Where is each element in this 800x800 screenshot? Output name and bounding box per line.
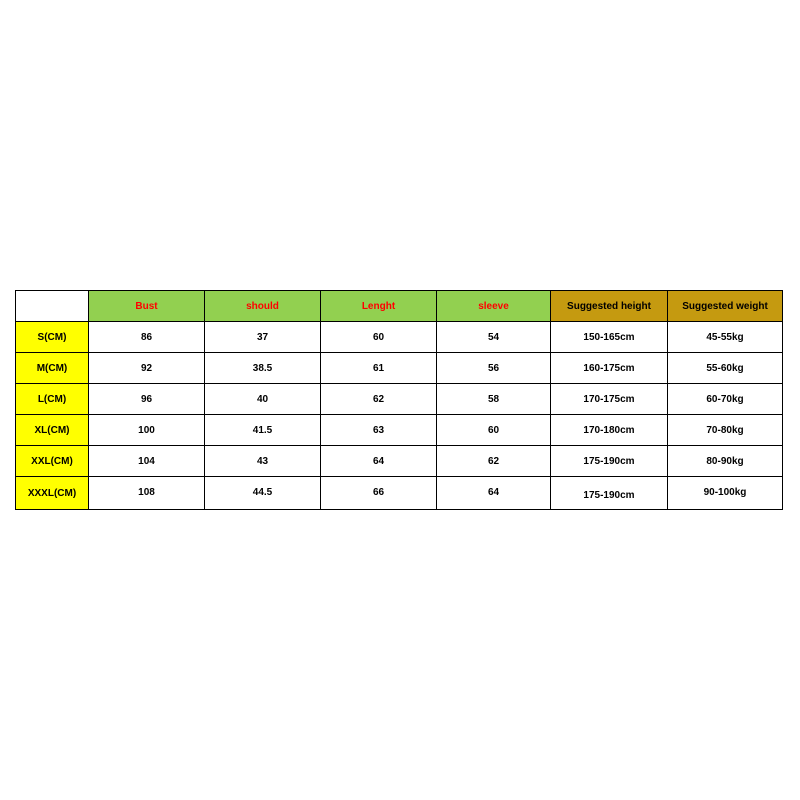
weight-value: 55-60kg bbox=[668, 353, 783, 384]
weight-value: 70-80kg bbox=[668, 415, 783, 446]
sleeve-value: 56 bbox=[437, 353, 551, 384]
size-label: XXXL(CM) bbox=[16, 477, 89, 510]
height-value-text: 175-190cm bbox=[583, 490, 635, 501]
height-value: 175-190cm bbox=[551, 446, 668, 477]
table-row bbox=[16, 353, 783, 384]
corner-cell bbox=[16, 291, 89, 322]
lenght-value-text: 66 bbox=[372, 486, 385, 498]
lenght-value: 61 bbox=[321, 353, 437, 384]
sleeve-value-text: 64 bbox=[487, 486, 500, 498]
lenght-value: 63 bbox=[321, 415, 437, 446]
size-label: XXL(CM) bbox=[16, 446, 89, 477]
weight-value-text: 90-100kg bbox=[703, 486, 747, 498]
height-value: 170-180cm bbox=[551, 415, 668, 446]
weight-value: 80-90kg bbox=[668, 446, 783, 477]
header-lenght: Lenght bbox=[321, 291, 437, 322]
sleeve-value: 62 bbox=[437, 446, 551, 477]
bust-value: 104 bbox=[89, 446, 205, 477]
size-label: XL(CM) bbox=[16, 415, 89, 446]
bust-value: 100 bbox=[89, 415, 205, 446]
header-suggested-weight: Suggested weight bbox=[668, 291, 783, 322]
height-value bbox=[551, 477, 668, 510]
sleeve-value: 58 bbox=[437, 384, 551, 415]
header-suggested-height: Suggested height bbox=[551, 291, 668, 322]
sleeve-value: 60 bbox=[437, 415, 551, 446]
should-value: 38.5 bbox=[205, 353, 321, 384]
header-bust: Bust bbox=[89, 291, 205, 322]
table-row bbox=[16, 384, 783, 415]
table-row bbox=[16, 446, 783, 477]
bust-value: 96 bbox=[89, 384, 205, 415]
size-label: L(CM) bbox=[16, 384, 89, 415]
should-value-text: 44.5 bbox=[252, 486, 273, 498]
size-label: M(CM) bbox=[16, 353, 89, 384]
height-value: 150-165cm bbox=[551, 322, 668, 353]
should-value bbox=[205, 477, 321, 510]
height-value: 170-175cm bbox=[551, 384, 668, 415]
lenght-value bbox=[321, 477, 437, 510]
should-value: 43 bbox=[205, 446, 321, 477]
weight-value: 45-55kg bbox=[668, 322, 783, 353]
should-value: 40 bbox=[205, 384, 321, 415]
sleeve-value bbox=[437, 477, 551, 510]
lenght-value: 60 bbox=[321, 322, 437, 353]
weight-value bbox=[668, 477, 783, 510]
header-row bbox=[16, 291, 783, 322]
bust-value-text: 108 bbox=[138, 486, 155, 498]
should-value: 37 bbox=[205, 322, 321, 353]
should-value: 41.5 bbox=[205, 415, 321, 446]
header-should: should bbox=[205, 291, 321, 322]
table-row bbox=[16, 477, 783, 510]
size-chart-table bbox=[15, 290, 783, 510]
bust-value bbox=[89, 477, 205, 510]
size-label: S(CM) bbox=[16, 322, 89, 353]
table-row bbox=[16, 322, 783, 353]
height-value: 160-175cm bbox=[551, 353, 668, 384]
table-row bbox=[16, 415, 783, 446]
lenght-value: 64 bbox=[321, 446, 437, 477]
bust-value: 86 bbox=[89, 322, 205, 353]
header-sleeve: sleeve bbox=[437, 291, 551, 322]
bust-value: 92 bbox=[89, 353, 205, 384]
sleeve-value: 54 bbox=[437, 322, 551, 353]
lenght-value: 62 bbox=[321, 384, 437, 415]
weight-value: 60-70kg bbox=[668, 384, 783, 415]
